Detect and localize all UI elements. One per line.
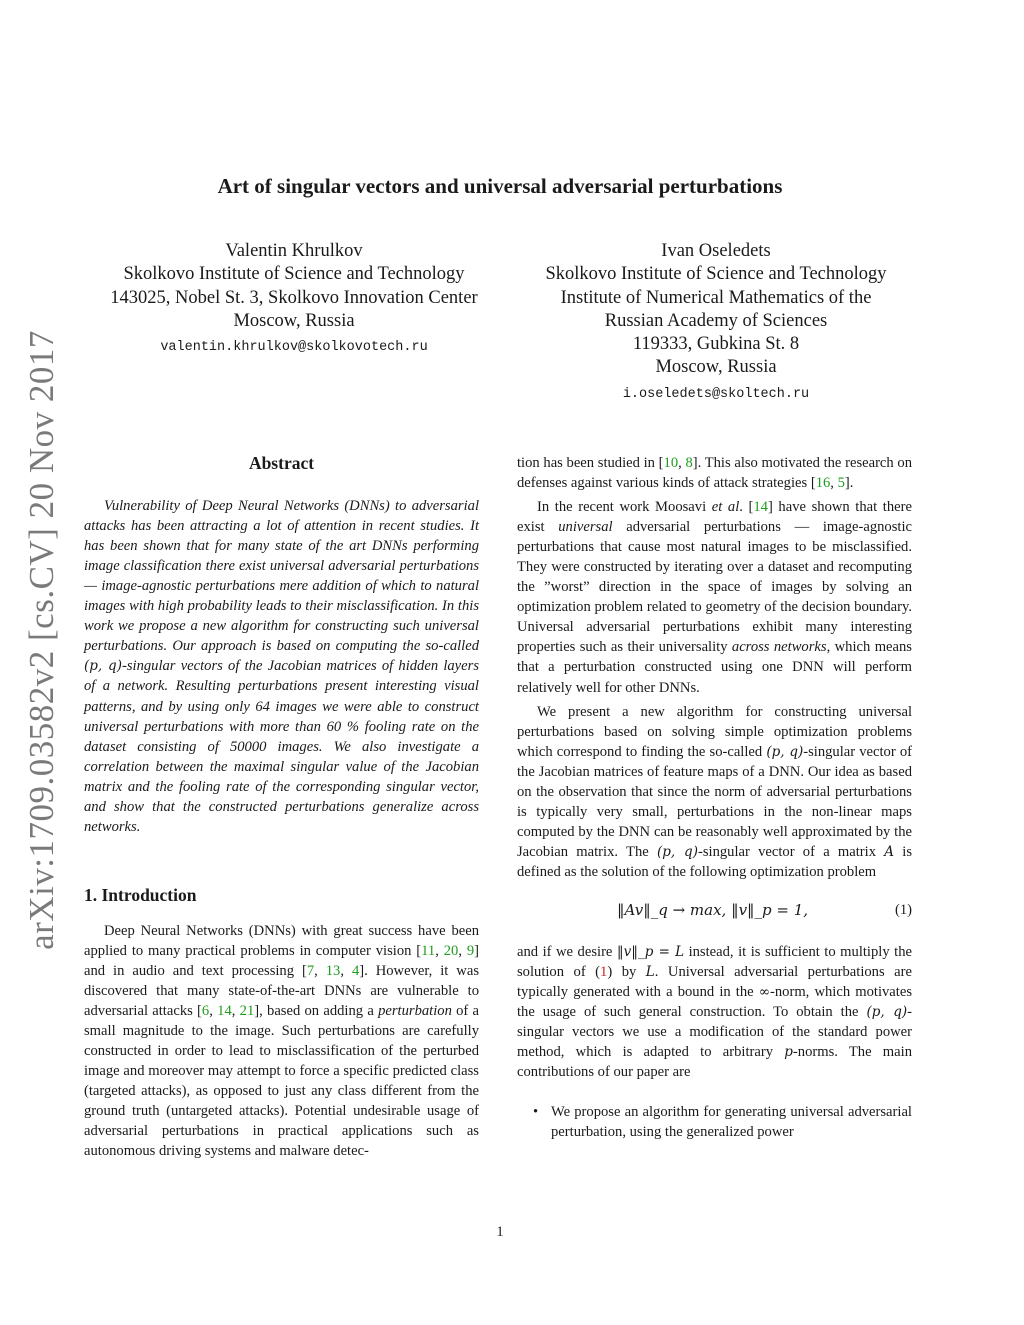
author-affiliation-line: Moscow, Russia xyxy=(655,357,777,378)
citation-link[interactable]: 20 xyxy=(443,942,459,959)
author-name: Ivan Oseledets xyxy=(661,241,771,261)
equation-number: (1) xyxy=(894,901,912,918)
equation-reference-link[interactable]: 1 xyxy=(600,964,608,981)
math-pq: (p, q) xyxy=(866,1004,908,1021)
author-block-2 xyxy=(506,240,926,406)
equation-1 xyxy=(517,890,912,930)
arxiv-identifier-stamp: arXiv:1709.03582v2 [cs.CV] 20 Nov 2017 xyxy=(22,330,61,950)
body-paragraph: In the recent work Moosavi et al. [14] have shown that there exist universal adversarial perturbations — image-agnostic perturbations that cause most natural images to be misclassified. They were constructed by iterating over a dataset and recomputing the ”worst” direction in the space of images by solving an optimization problem related to geometry of the decision boundary. Universal adversarial perturbations exhibit many interesting properties such as their universality across networks, which means that a perturbation constructed using one DNN will perform relatively well for other DNNs. xyxy=(517,499,912,696)
author-affiliation-line: 143025, Nobel St. 3, Skolkovo Innovation Center xyxy=(110,287,478,308)
math-infinity: ∞ xyxy=(758,984,771,1001)
citation-link[interactable]: 14 xyxy=(753,499,768,516)
abstract-text: Vulnerability of Deep Neural Networks (DNNs) to adversarial attacks has been attracting a lot of attention in recent studies. It has been shown that for many state of the art DNNs performing image classification there exist universal adversarial perturbations — image-agnostic perturbations mere addition of which to natural images with high probability leads to their misclassification. In this work we propose a new algorithm for constructing such universal perturbations. Our approach is based on computing the so-called (p, q)-singular vectors of the Jacobian matrices of hidden layers of a network. Resulting perturbations present interesting visual patterns, and by using only 64 images we were able to construct universal perturbations with more than 60 % fooling rate on the dataset consisting of 50000 images. We also investigate a correlation between the maximal singular value of the Jacobian matrix and the fooling rate of the corresponding singular vector, and show that the constructed perturbations generalize across networks. xyxy=(84,498,479,835)
page-number: 1 xyxy=(496,1224,504,1240)
math-pq: (p, q) xyxy=(656,843,698,860)
author-email[interactable]: i.oseledets@skoltech.ru xyxy=(622,386,810,402)
citation-link[interactable]: 6 xyxy=(201,1003,210,1020)
math-matrix-a: A xyxy=(884,843,895,860)
introduction-paragraph: Deep Neural Networks (DNNs) with great success have been applied to many practical problems in computer vision [11, 20, 9] and in audio and text processing [7, 13, 4]. However, it was discovered that many state-of-the-art DNNs are vulnerable to adversarial attacks [6, 14, 21], based on adding a perturbation of a small magnitude to the image. Such perturbations are carefully constructed in order to lead to misclassification of the perturbed image and moreover may attempt to force a specific predicted class (targeted attacks), as opposed to just any class different from the ground truth (untargeted attacks). Potential undesirable usage of adversarial perturbations in practical applications such as autonomous driving systems and malware detec- xyxy=(84,922,480,1160)
citation-link[interactable]: 14 xyxy=(217,1003,232,1020)
bullet-icon: • xyxy=(533,1104,539,1121)
author-affiliation-line: 119333, Gubkina St. 8 xyxy=(632,334,800,355)
citation-link[interactable]: 5 xyxy=(837,475,845,492)
left-column xyxy=(84,453,479,1161)
citation-link[interactable]: 7 xyxy=(306,962,315,979)
paper-title: Art of singular vectors and universal adversarial perturbations xyxy=(217,174,783,198)
citation-link[interactable]: 11 xyxy=(421,942,436,959)
math-pq: (p, q) xyxy=(766,743,804,760)
right-column xyxy=(517,453,912,1142)
math-pq: (p, q) xyxy=(84,658,122,675)
body-paragraph: We present a new algorithm for constructing universal perturbations based on solving simple optimization problems which correspond to finding the so-called (p, q)-singular vector of the Jacobian matrices of feature maps of a DNN. Our idea as based on the observation that since the norm of adversarial perturbations is typically very small, perturbations in the non-linear maps computed by the DNN can be reasonably well approximated by the Jacobian matrix. The (p, q)-singular vector of a matrix A is defined as the solution of the following optimization problem xyxy=(517,703,913,880)
body-paragraph: tion has been studied in [10, 8]. This also motivated the research on defenses against various kinds of attack strategies [16, 5]. xyxy=(517,455,912,492)
citation-link[interactable]: 8 xyxy=(685,455,693,471)
author-affiliation-line: Skolkovo Institute of Science and Technology xyxy=(545,264,887,285)
author-affiliation-line: Institute of Numerical Mathematics of the xyxy=(560,287,872,308)
author-block-1 xyxy=(84,240,504,359)
citation-link[interactable]: 13 xyxy=(325,962,341,979)
citation-link[interactable]: 16 xyxy=(815,475,831,492)
body-paragraph: and if we desire ‖v‖_p = L instead, it is sufficient to multiply the solution of (1) by L. Universal adversarial perturbations are typically generated with a bound in the ∞-norm, which motivates the usage of such general construction. To obtain the (p, q)-singular vectors we use a modification of the standard power method, which is adapted to arbitrary p-norms. The main contributions of our paper are xyxy=(517,943,913,1081)
equation-body: ‖Av‖_q → max, ‖v‖_p = 1, xyxy=(617,900,809,919)
math-p: p xyxy=(784,1044,793,1061)
citation-link[interactable]: 10 xyxy=(663,455,679,471)
math-norm: ‖v‖_p = L xyxy=(616,943,685,960)
contribution-bullet xyxy=(517,1102,912,1142)
bullet-text: We propose an algorithm for generating universal adversarial perturbation, using the generalized power xyxy=(551,1104,912,1141)
introduction-heading: 1. Introduction xyxy=(84,884,197,905)
author-affiliation-line: Russian Academy of Sciences xyxy=(604,310,828,331)
citation-link[interactable]: 4 xyxy=(351,962,360,979)
author-affiliation-line: Moscow, Russia xyxy=(233,310,355,331)
math-l: L xyxy=(645,964,655,981)
author-affiliation-line: Skolkovo Institute of Science and Technology xyxy=(123,264,465,285)
author-name: Valentin Khrulkov xyxy=(225,241,363,261)
author-email[interactable]: valentin.khrulkov@skolkovotech.ru xyxy=(160,340,428,356)
citation-link[interactable]: 9 xyxy=(466,942,475,959)
citation-link[interactable]: 21 xyxy=(239,1003,255,1020)
abstract-heading: Abstract xyxy=(248,453,315,473)
